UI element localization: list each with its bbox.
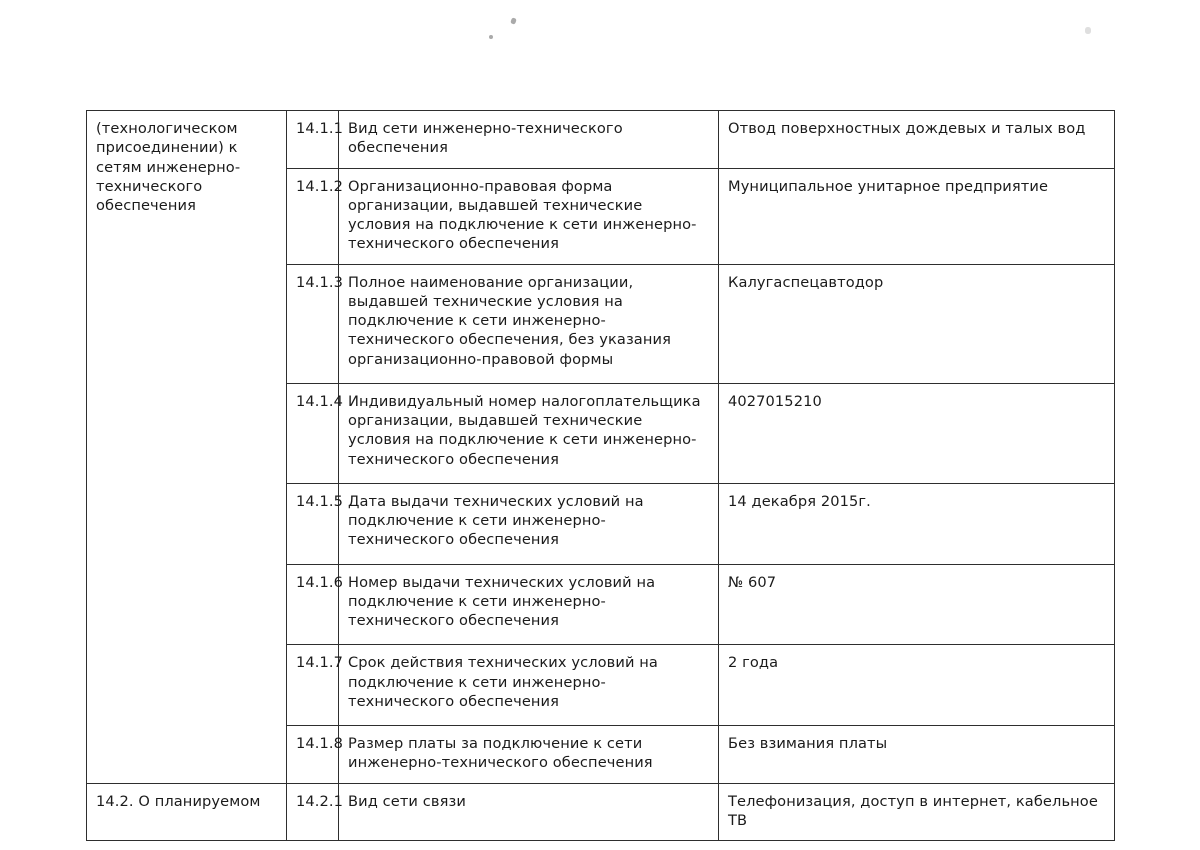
row-value: Без взимания платы <box>719 726 1115 784</box>
row-value: Отвод поверхностных дождевых и талых вод <box>719 111 1115 169</box>
table-row <box>87 783 1115 841</box>
row-value: № 607 <box>719 564 1115 645</box>
row-name: Срок действия технических условий на подключение к сети инженерно-технического обеспечения <box>339 645 719 726</box>
row-code: 14.1.3 <box>287 264 339 383</box>
section-title-cell: 14.2. О планируемом <box>87 783 287 841</box>
scan-artifact-dot <box>489 35 493 39</box>
row-name: Размер платы за подключение к сети инженерно-технического обеспечения <box>339 726 719 784</box>
section-title-cell: (технологическом присоединении) к сетям инженерно-технического обеспечения <box>87 111 287 784</box>
row-name: Вид сети связи <box>339 783 719 841</box>
row-code: 14.1.4 <box>287 383 339 483</box>
technical-conditions-table <box>86 110 1115 841</box>
table-row <box>87 111 1115 169</box>
row-code: 14.1.8 <box>287 726 339 784</box>
row-value: 14 декабря 2015г. <box>719 483 1115 564</box>
row-code: 14.1.1 <box>287 111 339 169</box>
row-value: Муниципальное унитарное предприятие <box>719 168 1115 264</box>
row-name: Номер выдачи технических условий на подключение к сети инженерно-технического обеспечения <box>339 564 719 645</box>
scan-artifact-dot <box>510 17 517 24</box>
row-value: Калугаспецавтодор <box>719 264 1115 383</box>
row-code: 14.2.1 <box>287 783 339 841</box>
row-value: 4027015210 <box>719 383 1115 483</box>
row-name: Организационно-правовая форма организации, выдавшей технические условия на подключение к сети инженерно-технического обеспечения <box>339 168 719 264</box>
row-code: 14.1.6 <box>287 564 339 645</box>
row-name: Дата выдачи технических условий на подключение к сети инженерно-технического обеспечения <box>339 483 719 564</box>
row-value: Телефонизация, доступ в интернет, кабельное ТВ <box>719 783 1115 841</box>
scan-artifact-dot <box>1085 27 1091 34</box>
row-value: 2 года <box>719 645 1115 726</box>
row-name: Полное наименование организации, выдавшей технические условия на подключение к сети инженерно-технического обеспечения, без указания организационно-правовой формы <box>339 264 719 383</box>
row-name: Индивидуальный номер налогоплательщика организации, выдавшей технические условия на подключение к сети инженерно-технического обеспечения <box>339 383 719 483</box>
row-code: 14.1.7 <box>287 645 339 726</box>
row-code: 14.1.2 <box>287 168 339 264</box>
row-code: 14.1.5 <box>287 483 339 564</box>
row-name: Вид сети инженерно-технического обеспечения <box>339 111 719 169</box>
